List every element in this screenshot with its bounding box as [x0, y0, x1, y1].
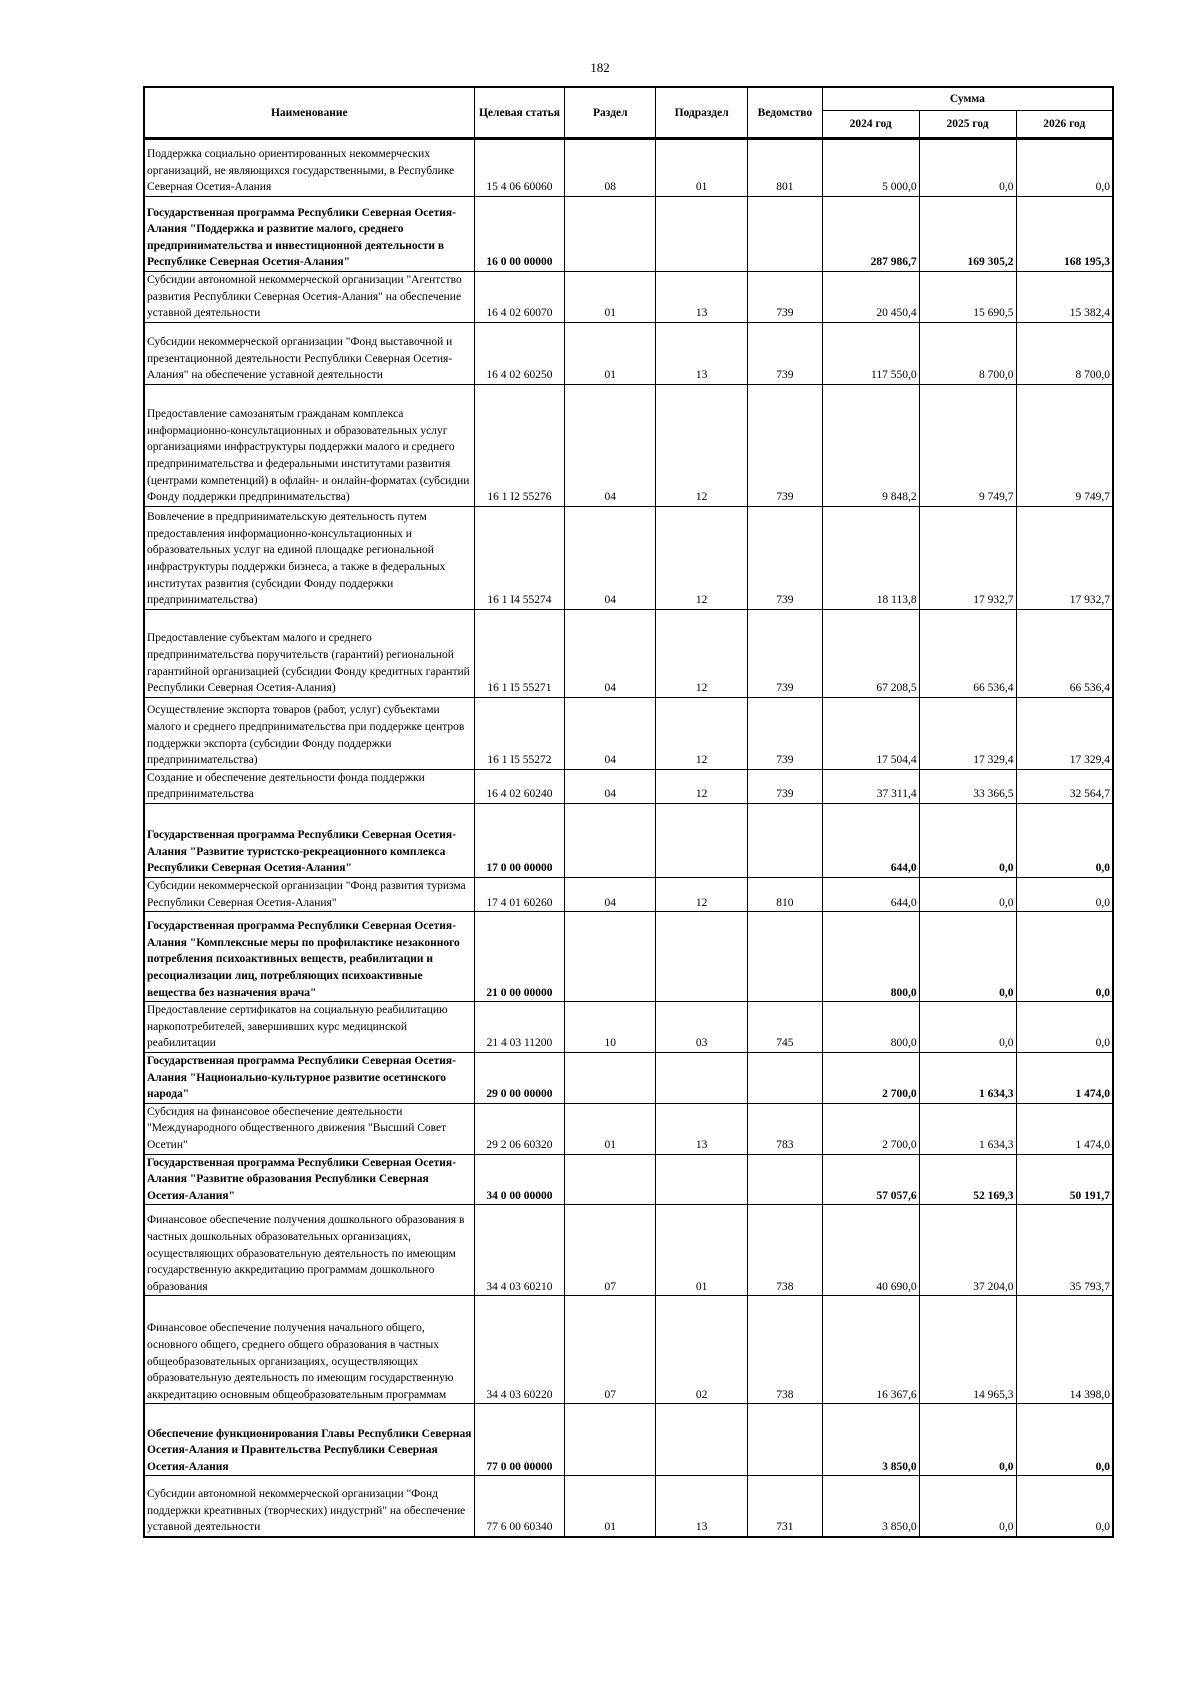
row-target-article: 16 4 02 60240 — [474, 769, 565, 803]
row-subsection: 12 — [656, 769, 748, 803]
row-amount-2026: 0,0 — [1016, 139, 1113, 197]
row-name: Создание и обеспечение деятельности фонда поддержки предпринимательства — [144, 769, 474, 803]
row-amount-2025: 1 634,3 — [919, 1103, 1016, 1154]
row-subsection: 02 — [656, 1296, 748, 1404]
row-name: Предоставление сертификатов на социальную реабилитацию наркопотребителей, завершивших курс медицинской реабилитации — [144, 1002, 474, 1053]
row-section: 07 — [565, 1205, 656, 1296]
row-target-article: 16 1 I5 55272 — [474, 697, 565, 769]
row-subsection: 13 — [656, 1476, 748, 1537]
row-department: 739 — [748, 384, 823, 506]
row-amount-2026: 1 474,0 — [1016, 1103, 1113, 1154]
row-name: Предоставление самозанятым гражданам комплекса информационно-консультационных и образовательных услуг организациями инфраструктуры поддержки малого и среднего предпринимательства и федеральными институтами развития (центрами компетенций) в офлайн- и онлайн-форматах (субсидии Фонду поддержки предпринимательства) — [144, 384, 474, 506]
row-name: Субсидии автономной некоммерческой организации "Агентство развития Республики Северная Осетия-Алания" на обеспечение уставной деятельности — [144, 272, 474, 323]
row-subsection: 13 — [656, 272, 748, 323]
row-amount-2024: 40 690,0 — [822, 1205, 919, 1296]
header-year-2026: 2026 год — [1016, 111, 1113, 139]
row-name: Государственная программа Республики Северная Осетия-Алания "Развитие образования Республики Северная Осетия-Алания" — [144, 1154, 474, 1205]
row-section: 01 — [565, 272, 656, 323]
row-subsection — [656, 197, 748, 272]
row-amount-2026: 168 195,3 — [1016, 197, 1113, 272]
row-department: 738 — [748, 1296, 823, 1404]
row-subsection: 01 — [656, 139, 748, 197]
row-department: 731 — [748, 1476, 823, 1537]
row-department: 783 — [748, 1103, 823, 1154]
row-amount-2025: 66 536,4 — [919, 609, 1016, 697]
row-name: Субсидии автономной некоммерческой организации "Фонд поддержки креативных (творческих) индустрий" на обеспечение уставной деятельности — [144, 1476, 474, 1537]
row-amount-2024: 57 057,6 — [822, 1154, 919, 1205]
row-target-article: 16 0 00 00000 — [474, 197, 565, 272]
row-amount-2025: 0,0 — [919, 1404, 1016, 1476]
row-section — [565, 1052, 656, 1103]
row-amount-2025: 17 932,7 — [919, 506, 1016, 609]
row-amount-2026: 50 191,7 — [1016, 1154, 1113, 1205]
row-amount-2025: 0,0 — [919, 1476, 1016, 1537]
row-subsection: 12 — [656, 384, 748, 506]
table-row — [144, 1103, 1113, 1154]
row-amount-2025: 33 366,5 — [919, 769, 1016, 803]
row-amount-2024: 9 848,2 — [822, 384, 919, 506]
row-department: 801 — [748, 139, 823, 197]
row-section: 08 — [565, 139, 656, 197]
table-row — [144, 384, 1113, 506]
row-department — [748, 912, 823, 1002]
row-subsection: 12 — [656, 609, 748, 697]
table-row — [144, 1002, 1113, 1053]
row-amount-2026: 0,0 — [1016, 1476, 1113, 1537]
row-name: Финансовое обеспечение получения дошкольного образования в частных дошкольных образовательных организациях, осуществляющих образовательную деятельность по имеющим государственную аккредитацию программам дошкольного образования — [144, 1205, 474, 1296]
row-amount-2025: 0,0 — [919, 912, 1016, 1002]
row-name: Предоставление субъектам малого и среднего предпринимательства поручительств (гарантий) региональной гарантийной организацией (субсидии Фонду кредитных гарантий Республики Северная Осетия-Алания) — [144, 609, 474, 697]
row-target-article: 16 1 I5 55271 — [474, 609, 565, 697]
row-amount-2024: 3 850,0 — [822, 1404, 919, 1476]
row-department — [748, 197, 823, 272]
table-row — [144, 609, 1113, 697]
table-header — [144, 87, 1113, 139]
row-department: 739 — [748, 506, 823, 609]
row-amount-2025: 14 965,3 — [919, 1296, 1016, 1404]
row-target-article: 34 0 00 00000 — [474, 1154, 565, 1205]
page-number: 182 — [590, 60, 610, 75]
row-section: 04 — [565, 769, 656, 803]
row-section — [565, 912, 656, 1002]
row-amount-2026: 0,0 — [1016, 803, 1113, 877]
row-amount-2024: 18 113,8 — [822, 506, 919, 609]
row-subsection: 12 — [656, 697, 748, 769]
row-amount-2024: 287 986,7 — [822, 197, 919, 272]
header-department: Ведомство — [748, 87, 823, 139]
row-name: Государственная программа Республики Северная Осетия-Алания "Комплексные меры по профилактике незаконного потребления психоактивных веществ, реабилитации и ресоциализации лиц, потребляющих психоактивные вещества без назначения врача" — [144, 912, 474, 1002]
row-amount-2026: 66 536,4 — [1016, 609, 1113, 697]
row-target-article: 16 1 I4 55274 — [474, 506, 565, 609]
row-section: 10 — [565, 1002, 656, 1053]
row-target-article: 77 6 00 60340 — [474, 1476, 565, 1537]
row-name: Вовлечение в предпринимательскую деятельность путем предоставления информационно-консультационных и образовательных услуг на единой площадке региональной инфраструктуры поддержки бизнеса, а также в федеральных институтах развития (субсидии Фонду поддержки предпринимательства) — [144, 506, 474, 609]
table-row — [144, 803, 1113, 877]
row-section: 01 — [565, 1476, 656, 1537]
row-amount-2024: 117 550,0 — [822, 322, 919, 384]
row-amount-2024: 644,0 — [822, 877, 919, 911]
row-section — [565, 197, 656, 272]
header-year-2025: 2025 год — [919, 111, 1016, 139]
row-subsection — [656, 912, 748, 1002]
row-department — [748, 803, 823, 877]
row-target-article: 16 4 02 60070 — [474, 272, 565, 323]
row-target-article: 77 0 00 00000 — [474, 1404, 565, 1476]
table-row — [144, 506, 1113, 609]
row-name: Поддержка социально ориентированных некоммерческих организаций, не являющихся государственными, в Республике Северная Осетия-Алания — [144, 139, 474, 197]
row-target-article: 17 4 01 60260 — [474, 877, 565, 911]
row-subsection: 13 — [656, 1103, 748, 1154]
row-subsection: 12 — [656, 506, 748, 609]
row-subsection: 03 — [656, 1002, 748, 1053]
row-amount-2025: 9 749,7 — [919, 384, 1016, 506]
row-amount-2024: 5 000,0 — [822, 139, 919, 197]
row-subsection: 12 — [656, 877, 748, 911]
row-section: 07 — [565, 1296, 656, 1404]
row-target-article: 21 0 00 00000 — [474, 912, 565, 1002]
row-section: 01 — [565, 1103, 656, 1154]
row-subsection — [656, 1154, 748, 1205]
row-subsection: 13 — [656, 322, 748, 384]
row-amount-2026: 1 474,0 — [1016, 1052, 1113, 1103]
row-section — [565, 1404, 656, 1476]
row-target-article: 21 4 03 11200 — [474, 1002, 565, 1053]
budget-table — [143, 86, 1114, 1538]
row-name: Субсидии некоммерческой организации "Фонд выставочной и презентационной деятельности Республики Северная Осетия-Алания" на обеспечение уставной деятельности — [144, 322, 474, 384]
row-amount-2026: 0,0 — [1016, 912, 1113, 1002]
row-amount-2024: 2 700,0 — [822, 1103, 919, 1154]
row-subsection — [656, 1404, 748, 1476]
row-target-article: 34 4 03 60220 — [474, 1296, 565, 1404]
table-row — [144, 322, 1113, 384]
row-subsection — [656, 1052, 748, 1103]
table-row — [144, 769, 1113, 803]
table-row — [144, 197, 1113, 272]
table-row — [144, 697, 1113, 769]
header-amount: Сумма — [822, 87, 1113, 111]
row-amount-2025: 0,0 — [919, 139, 1016, 197]
row-amount-2024: 20 450,4 — [822, 272, 919, 323]
row-amount-2024: 2 700,0 — [822, 1052, 919, 1103]
row-amount-2024: 37 311,4 — [822, 769, 919, 803]
row-subsection — [656, 803, 748, 877]
table-row — [144, 1404, 1113, 1476]
row-department — [748, 1154, 823, 1205]
row-amount-2025: 0,0 — [919, 877, 1016, 911]
table-row — [144, 1476, 1113, 1537]
row-amount-2025: 37 204,0 — [919, 1205, 1016, 1296]
row-amount-2024: 644,0 — [822, 803, 919, 877]
row-amount-2024: 3 850,0 — [822, 1476, 919, 1537]
row-section: 01 — [565, 322, 656, 384]
row-amount-2026: 15 382,4 — [1016, 272, 1113, 323]
row-department: 739 — [748, 322, 823, 384]
row-target-article: 16 4 02 60250 — [474, 322, 565, 384]
row-amount-2026: 17 932,7 — [1016, 506, 1113, 609]
row-department: 739 — [748, 609, 823, 697]
row-amount-2025: 169 305,2 — [919, 197, 1016, 272]
row-department: 739 — [748, 697, 823, 769]
row-amount-2024: 800,0 — [822, 1002, 919, 1053]
row-target-article: 29 0 00 00000 — [474, 1052, 565, 1103]
row-amount-2026: 0,0 — [1016, 1404, 1113, 1476]
row-amount-2024: 67 208,5 — [822, 609, 919, 697]
row-amount-2026: 14 398,0 — [1016, 1296, 1113, 1404]
table-row — [144, 1296, 1113, 1404]
row-target-article: 16 1 I2 55276 — [474, 384, 565, 506]
row-name: Осуществление экспорта товаров (работ, услуг) субъектами малого и среднего предпринимательства при поддержке центров поддержки экспорта (субсидии Фонду поддержки предпринимательства) — [144, 697, 474, 769]
row-department: 739 — [748, 769, 823, 803]
row-name: Субсидии некоммерческой организации "Фонд развития туризма Республики Северная Осетия-Алания" — [144, 877, 474, 911]
row-department: 739 — [748, 272, 823, 323]
row-target-article: 34 4 03 60210 — [474, 1205, 565, 1296]
row-amount-2026: 17 329,4 — [1016, 697, 1113, 769]
row-name: Финансовое обеспечение получения начального общего, основного общего, среднего общего образования в частных общеобразовательных организациях, осуществляющих образовательную деятельность по имеющим государственную аккредитацию основным общеобразовательным программам — [144, 1296, 474, 1404]
row-section: 04 — [565, 697, 656, 769]
row-section — [565, 803, 656, 877]
row-amount-2025: 17 329,4 — [919, 697, 1016, 769]
row-subsection: 01 — [656, 1205, 748, 1296]
row-name: Государственная программа Республики Северная Осетия-Алания "Развитие туристско-рекреационного комплекса Республики Северная Осетия-Алания" — [144, 803, 474, 877]
row-department: 738 — [748, 1205, 823, 1296]
row-name: Субсидия на финансовое обеспечение деятельности "Международного общественного движения "Высший Совет Осетин" — [144, 1103, 474, 1154]
row-amount-2025: 1 634,3 — [919, 1052, 1016, 1103]
row-amount-2024: 16 367,6 — [822, 1296, 919, 1404]
header-year-2024: 2024 год — [822, 111, 919, 139]
row-amount-2026: 0,0 — [1016, 1002, 1113, 1053]
row-name: Государственная программа Республики Северная Осетия-Алания "Поддержка и развитие малого, среднего предпринимательства и инвестиционной деятельности в Республике Северная Осетия-Алания" — [144, 197, 474, 272]
row-amount-2025: 15 690,5 — [919, 272, 1016, 323]
table-row — [144, 912, 1113, 1002]
table-row — [144, 1052, 1113, 1103]
row-section: 04 — [565, 877, 656, 911]
table-row — [144, 139, 1113, 197]
table-row — [144, 1154, 1113, 1205]
row-amount-2026: 35 793,7 — [1016, 1205, 1113, 1296]
row-name: Государственная программа Республики Северная Осетия-Алания "Национально-культурное развитие осетинского народа" — [144, 1052, 474, 1103]
header-name: Наименование — [144, 87, 474, 139]
row-target-article: 17 0 00 00000 — [474, 803, 565, 877]
table-row — [144, 1205, 1113, 1296]
row-department — [748, 1052, 823, 1103]
row-target-article: 29 2 06 60320 — [474, 1103, 565, 1154]
table-row — [144, 272, 1113, 323]
header-subsection: Подраздел — [656, 87, 748, 139]
row-amount-2025: 8 700,0 — [919, 322, 1016, 384]
row-amount-2026: 0,0 — [1016, 877, 1113, 911]
row-target-article: 15 4 06 60060 — [474, 139, 565, 197]
header-target-article: Целевая статья — [474, 87, 565, 139]
row-amount-2024: 800,0 — [822, 912, 919, 1002]
row-name: Обеспечение функционирования Главы Республики Северная Осетия-Алания и Правительства Республики Северная Осетия-Алания — [144, 1404, 474, 1476]
row-section — [565, 1154, 656, 1205]
row-section: 04 — [565, 609, 656, 697]
row-amount-2026: 32 564,7 — [1016, 769, 1113, 803]
table-row — [144, 877, 1113, 911]
row-amount-2026: 8 700,0 — [1016, 322, 1113, 384]
row-amount-2024: 17 504,4 — [822, 697, 919, 769]
row-section: 04 — [565, 384, 656, 506]
row-department — [748, 1404, 823, 1476]
table-body — [144, 139, 1113, 1537]
row-amount-2025: 0,0 — [919, 803, 1016, 877]
header-section: Раздел — [565, 87, 656, 139]
row-amount-2025: 0,0 — [919, 1002, 1016, 1053]
row-section: 04 — [565, 506, 656, 609]
row-amount-2026: 9 749,7 — [1016, 384, 1113, 506]
row-department: 810 — [748, 877, 823, 911]
row-department: 745 — [748, 1002, 823, 1053]
row-amount-2025: 52 169,3 — [919, 1154, 1016, 1205]
